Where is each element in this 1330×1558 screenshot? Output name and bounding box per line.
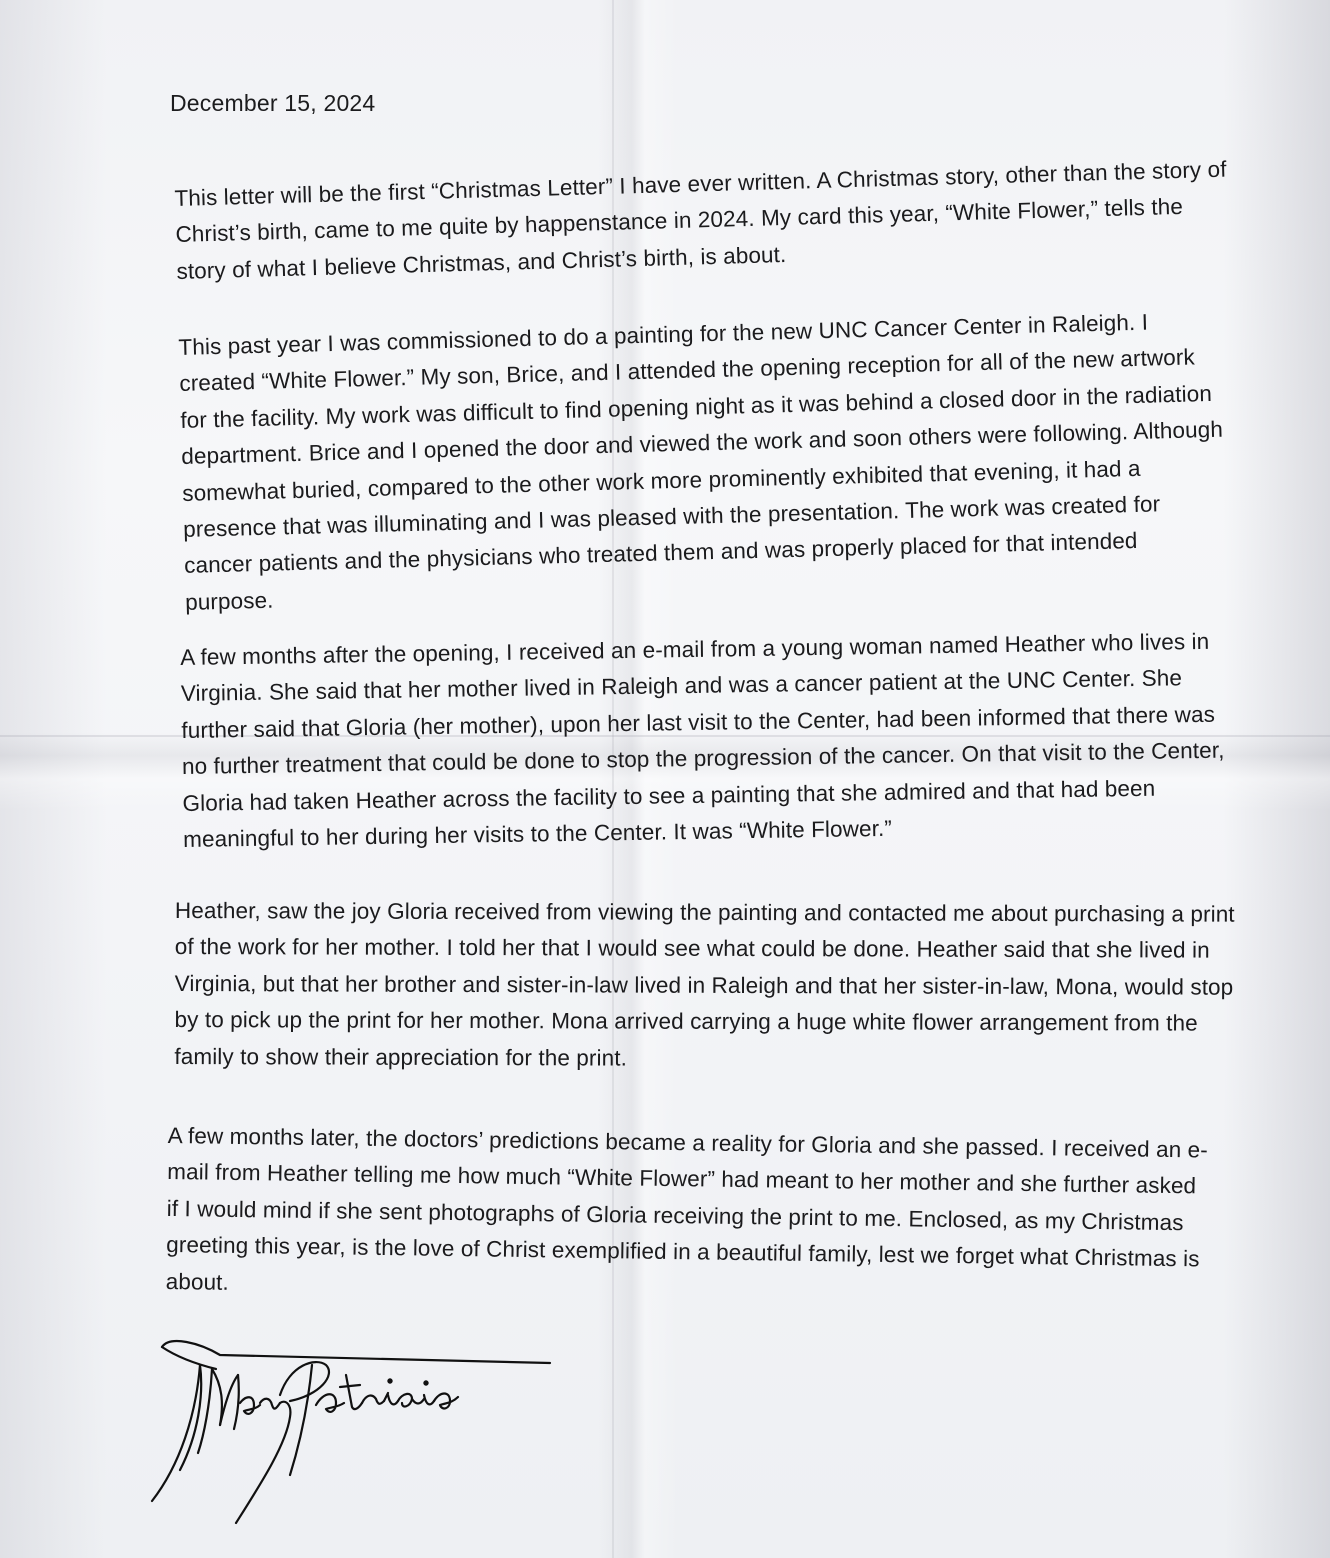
letter-paragraph-1: This letter will be the first “Christmas Letter” I have ever written. A Christmas story, other than the story of Christ’s birth, came to me quite by happenstance in 2024. My card this year, “White Flower,” tells the story of what I believe Christmas, and Christ’s birth, is about. — [174, 156, 1227, 284]
letter-paragraph-4: Heather, saw the joy Gloria received from viewing the painting and contacted me about purchasing a print of the work for her mother. I told her that I would see what could be done. Heather said that she lived in Virginia, but that her brother and sister-in-law lived in Raleigh and that her sister-in-law, Mona, would stop by to pick up the print for her mother. Mona arrived carrying a huge white flower arrangement from the family to show their appreciation for the print. — [174, 898, 1235, 1071]
letter-date: December 15, 2024 — [170, 90, 376, 116]
letter-paragraph-2: This past year I was commissioned to do a painting for the new UNC Cancer Center in Raleigh. I created “White Flower.” My son, Brice, and I attended the opening reception for all of the new artwork for the facility. My work was difficult to find opening night as it was behind a closed door in the radiation department. Brice and I opened the door and viewed the work and soon others were following. Although somewhat buried, compared to the other work more prominently exhibited that evening, it had a presence that was illuminating and I was pleased with the presentation. The work was created for cancer patients and the physicians who treated them and was properly placed for that intended purpose. — [178, 309, 1224, 615]
letter-paragraph-3: A few months after the opening, I received an e-mail from a young woman named Heather who lives in Virginia. She said that her mother lived in Raleigh and was a cancer patient at the UNC Center. She further said that Gloria (her mother), upon her last visit to the Center, had been informed that there was no further treatment that could be done to stop the progression of the cancer. On that visit to the Center, Gloria had taken Heather across the facility to see a painting that she admired and that had been meaningful to her during her visits to the Center. It was “White Flower.” — [180, 628, 1225, 853]
letter-paragraph-5: A few months later, the doctors’ predictions became a reality for Gloria and she passed. I received an e-mail from Heather telling me how much “White Flower” had meant to her mother and she further asked if I would mind if she sent photographs of Gloria receiving the print to me. Enclosed, as my Christmas greeting this year, is the love of Christ exemplified in a beautiful family, lest we forget what Christmas is about. — [165, 1122, 1209, 1295]
handwritten-signature — [140, 1325, 570, 1540]
